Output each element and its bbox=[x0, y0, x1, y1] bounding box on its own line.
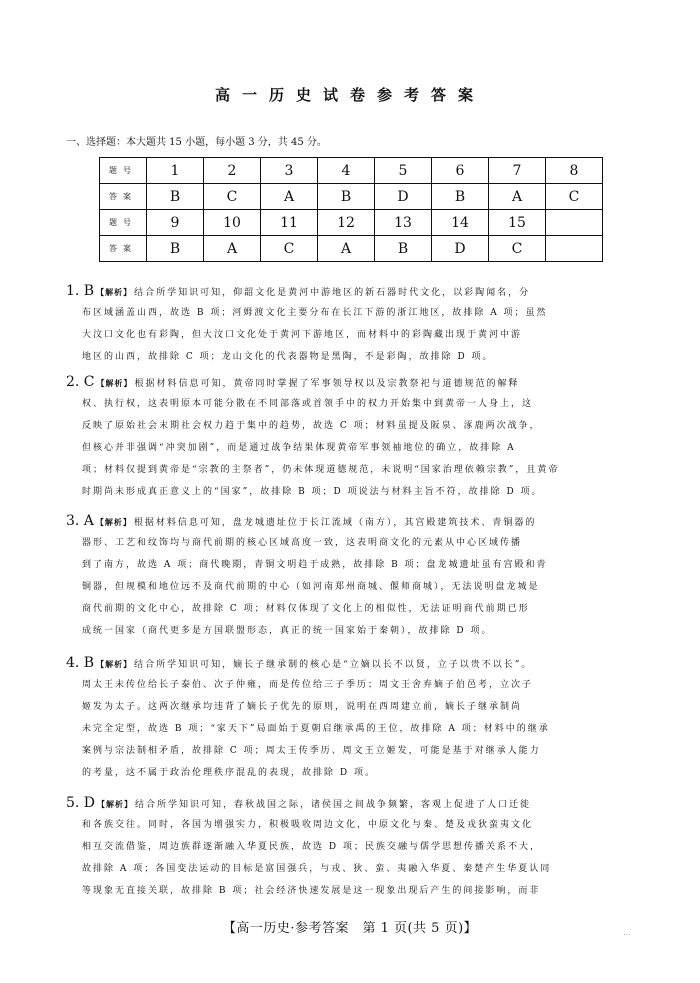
explanation-line: 的考量，这不属于政治伦理秩序混乱的表现，故排除 D 项。 bbox=[82, 768, 376, 778]
page-title: 高一历史试卷参考答案 bbox=[214, 86, 485, 104]
answer-table-cell: 10 bbox=[204, 210, 261, 236]
answer-table-cell: 1 bbox=[147, 158, 204, 184]
explanation-line: 未完全定型，故选 B 项；“家天下”局面始于夏朝启继承禹的王位，故排除 A 项；材料中的继承 bbox=[82, 724, 550, 734]
answer-table-cell: C bbox=[261, 236, 318, 262]
explanation-text: 结合所学知识可知，嫡长子继承制的核心是“立嫡以长不以贤，立子以贵不以长”。 bbox=[134, 660, 533, 670]
question-number: 5. D bbox=[66, 795, 96, 811]
explanation-tag: 【解析】 bbox=[97, 800, 134, 809]
answer-table-cell: 6 bbox=[432, 158, 489, 184]
answer-table-cell: 14 bbox=[432, 210, 489, 236]
answer-table-cell: B bbox=[375, 236, 432, 262]
explanation-text: 根据材料信息可知，黄帝同时掌握了军事领导权以及宗教祭祀与道德规范的解释 bbox=[134, 379, 520, 389]
question-5 bbox=[66, 792, 642, 902]
row-label: 题号 bbox=[100, 210, 147, 236]
answer-table-cell: 4 bbox=[318, 158, 375, 184]
explanation-line: 权、执行权，这表明原本可能分散在不同部落或首领手中的权力开始集中到黄帝一人身上，这 bbox=[82, 399, 534, 409]
answer-table-cell: C bbox=[204, 184, 261, 210]
question-first-line bbox=[66, 510, 642, 532]
question-number: 2. C bbox=[66, 374, 95, 390]
explanation-line: 到了南方，故选 A 项；商代晚期，青铜文明趋于成熟，故排除 B 项；盘龙城遗址虽有宫殿和青 bbox=[82, 560, 548, 570]
explanation-line: 地区的山西，故排除 C 项；龙山文化的代表器物是黑陶，不是彩陶，故排除 D 项。 bbox=[82, 352, 494, 362]
explanation-line: 案例与宗法制相矛盾，故排除 C 项；周太王传季历、周文王立姬发，可能是基于对继承人能力 bbox=[82, 746, 541, 756]
answer-table-cell: A bbox=[261, 184, 318, 210]
answer-table-cell: A bbox=[489, 184, 546, 210]
explanation-tag: 【解析】 bbox=[96, 660, 133, 669]
answer-table-cell bbox=[546, 236, 603, 262]
answer-table-cell: 15 bbox=[489, 210, 546, 236]
answer-table-row bbox=[100, 236, 603, 262]
explanation-text: 结合所学知识可知，仰韶文化是黄河中游地区的新石器时代文化，以彩陶闻名，分 bbox=[134, 288, 531, 298]
explanation-line: 和各族交往。同时，各国为增强实力，积极吸收周边文化，中原文化与秦、楚及戎狄蛮夷文化 bbox=[82, 820, 534, 830]
section-heading: 一、选择题：本大题共 15 小题，每小题 3 分，共 45 分。 bbox=[66, 137, 327, 148]
question-first-line bbox=[66, 652, 642, 674]
answer-table-cell bbox=[546, 210, 603, 236]
answer-table-cell: B bbox=[147, 236, 204, 262]
answer-table-row bbox=[100, 158, 603, 184]
explanation-line: 铜器，但规模和地位远不及商代前期的中心（如河南郑州商城、偃师商城），无法说明盘龙城是 bbox=[82, 582, 540, 592]
answer-table-cell: 7 bbox=[489, 158, 546, 184]
answer-table-cell: A bbox=[318, 236, 375, 262]
answer-table-cell: A bbox=[204, 236, 261, 262]
question-1 bbox=[66, 280, 642, 368]
answer-table-cell: 11 bbox=[261, 210, 318, 236]
answer-table-cell: 13 bbox=[375, 210, 432, 236]
row-label: 答案 bbox=[100, 236, 147, 262]
explanation-tag: 【解析】 bbox=[96, 379, 133, 388]
question-first-line bbox=[66, 792, 642, 814]
question-number: 3. A bbox=[66, 513, 94, 529]
answer-table-cell: D bbox=[432, 236, 489, 262]
row-label: 答案 bbox=[100, 184, 147, 210]
answer-table-cell: D bbox=[375, 184, 432, 210]
answer-table-cell: 12 bbox=[318, 210, 375, 236]
explanation-line: 反映了原始社会末期社会权力趋于集中的趋势，故选 C 项；材料虽提及阪泉、涿鹿两次战争， bbox=[82, 421, 541, 431]
answer-table-cell: B bbox=[432, 184, 489, 210]
explanation-line: 大汶口文化也有彩陶，但大汶口文化处于黄河下游地区，而材料中的彩陶藏出现于黄河中游 bbox=[82, 330, 523, 340]
answer-table-cell: 8 bbox=[546, 158, 603, 184]
answer-table-cell: C bbox=[489, 236, 546, 262]
explanation-text: 结合所学知识可知，春秋战国之际，诸侯国之间战争频繁，客观上促进了人口迁徙 bbox=[135, 800, 532, 810]
explanation-line: 器形、工艺和纹饰均与商代前期的核心区域高度一致，这表明商文化的元素从中心区域传播 bbox=[82, 538, 523, 548]
explanation-line: 布区域涵盖山西，故选 B 项；河姆渡文化主要分布在长江下游的浙江地区，故排除 A 项；虽然 bbox=[82, 308, 548, 318]
explanation-line: 姬发为太子。这两次继承均违背了嫡长子优先的原则，说明在西周建立前，嫡长子继承制尚 bbox=[82, 702, 523, 712]
answer-table-cell: 3 bbox=[261, 158, 318, 184]
corner-mark: … bbox=[623, 928, 631, 937]
answer-table-cell: 5 bbox=[375, 158, 432, 184]
answer-table-row bbox=[100, 210, 603, 236]
answer-table-cell: B bbox=[318, 184, 375, 210]
question-4 bbox=[66, 652, 642, 784]
question-first-line bbox=[66, 280, 642, 302]
question-number: 1. B bbox=[66, 283, 95, 299]
question-first-line bbox=[66, 371, 642, 393]
explanation-tag: 【解析】 bbox=[95, 518, 132, 527]
answer-table-cell: B bbox=[147, 184, 204, 210]
question-2 bbox=[66, 371, 642, 503]
answer-table-cell: C bbox=[546, 184, 603, 210]
explanation-line: 但核心并非强调“冲突加剧”，而是通过战争结果体现黄帝军事领袖地位的确立，故排除 A bbox=[82, 443, 516, 453]
answer-table-cell: 9 bbox=[147, 210, 204, 236]
question-3 bbox=[66, 510, 642, 642]
explanation-line: 故排除 A 项；各国变法运动的目标是富国强兵，与戎、狄、蛮、夷融入华夏、秦楚产生华夏认同 bbox=[82, 864, 552, 874]
explanation-tag: 【解析】 bbox=[96, 288, 133, 297]
question-number: 4. B bbox=[66, 655, 95, 671]
explanation-line: 等现象无直接关联，故排除 B 项；社会经济快速发展是这一现象出现后产生的间接影响，而非 bbox=[82, 886, 541, 896]
answer-table bbox=[99, 157, 603, 262]
explanation-line: 周太王未传位给长子泰伯、次子仲雍，而是传位给三子季历；周文王舍弃嫡子伯邑考，立次子 bbox=[82, 680, 534, 690]
explanation-line: 成统一国家（商代更多是方国联盟形态，真正的统一国家始于秦朝），故排除 D 项。 bbox=[82, 626, 493, 636]
explanation-line: 商代前期的文化中心，故排除 C 项；材料仅体现了文化上的相似性，无法证明商代前期已形 bbox=[82, 604, 530, 614]
answer-table-row bbox=[100, 184, 603, 210]
explanation-line: 时期尚未形成真正意义上的“国家”，故排除 B 项；D 项说法与材料主旨不符，故排除 D 项。 bbox=[82, 487, 543, 497]
row-label: 题号 bbox=[100, 158, 147, 184]
page-footer: 【高一历史·参考答案 第 1 页(共 5 页)】 bbox=[222, 921, 478, 936]
explanation-line: 相互交流借鉴，周边族群逐渐融入华夏民族，故选 D 项；民族交融与儒学思想传播关系不大， bbox=[82, 842, 541, 852]
answer-table-cell: 2 bbox=[204, 158, 261, 184]
explanation-line: 项；材料仅提到黄帝是“宗教的主祭者”，仍未体现道德规范，未说明“国家治理依赖宗教”，且黄帝 bbox=[82, 465, 560, 475]
explanation-text: 根据材料信息可知，盘龙城遗址位于长江流域（南方），其宫殿建筑技术、青铜器的 bbox=[133, 518, 537, 528]
